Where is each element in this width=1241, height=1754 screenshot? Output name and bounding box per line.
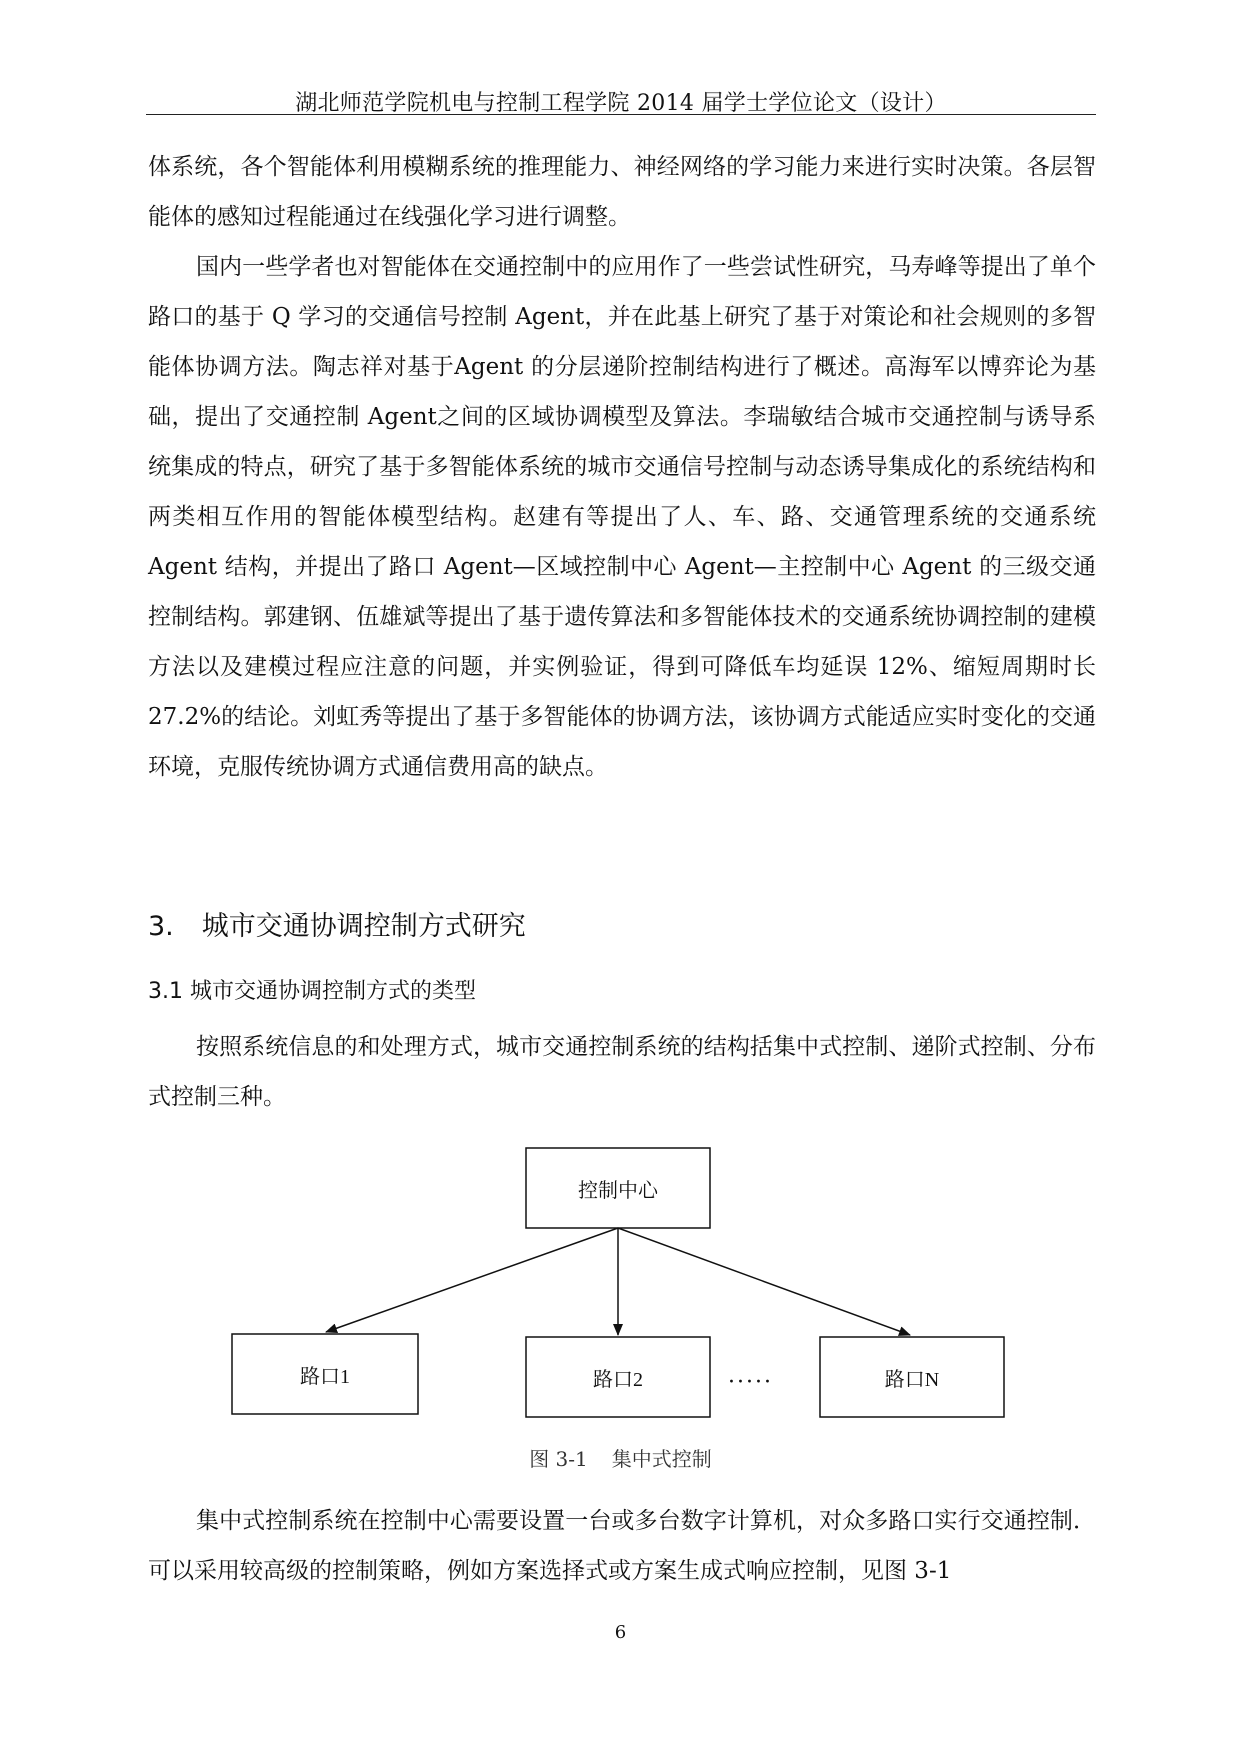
paragraph-continuation: 体系统，各个智能体利用模糊系统的推理能力、神经网络的学习能力来进行实时决策。各层智能体的感知过程能通过在线强化学习进行调整。 [148, 154, 1096, 230]
paragraph-domestic-research: 国内一些学者也对智能体在交通控制中的应用作了一些尝试性研究，马寿峰等提出了单个路口的基于 Q 学习的交通信号控制 Agent，并在此基上研究了基于对策论和社会规则的多智能体协调方法。陶志祥对基于Agent 的分层递阶控制结构进行了概述。高海军以博弈论为基础，提出了交通控制 Agent之间的区域协调模型及算法。李瑞敏结合城市交通控制与诱导系统集成的特点，研究了基于多智能体系统的城市交通信号控制与动态诱导集成化的系统结构和两类相互作用的智能体模型结构。赵建有等提出了人、车、路、交通管理系统的交通系统 Agent 结构，并提出了路口 Agent—区域控制中心 Agent—主控制中心 Agent 的三级交通控制结构。郭建钢、伍雄斌等提出了基于遗传算法和多智能体技术的交通系统协调控制的建模方法以及建模过程应注意的问题，并实例验证，得到可降低车均延误 12%、缩短周期时长 27.2%的结论。刘虹秀等提出了基于多智能体的协调方法，该协调方式能适应实时变化的交通环境，克服传统协调方式通信费用高的缺点。 [148, 254, 1096, 780]
section-heading [148, 904, 526, 943]
section-number: 3. [148, 911, 174, 942]
running-header: 湖北师范学院机电与控制工程学院 2014 届学士学位论文（设计） [295, 91, 947, 116]
paragraph-control-types: 按照系统信息的和处理方式，城市交通控制系统的结构括集中式控制、递阶式控制、分布式控制三种。 [148, 1034, 1096, 1110]
node-control-center-label: 控制中心 [578, 1180, 658, 1202]
diagram-ellipsis: ····· [728, 1370, 773, 1395]
node-intersection-n-label: 路口N [884, 1369, 940, 1391]
paragraph-centralized-control: 集中式控制系统在控制中心需要设置一台或多台数字计算机，对众多路口实行交通控制．可以采用较高级的控制策略，例如方案选择式或方案生成式响应控制，见图 3-1 [148, 1508, 1096, 1584]
subsection-heading: 3.1 城市交通协调控制方式的类型 [148, 979, 476, 1004]
edge-center-to-n [618, 1228, 910, 1335]
edge-center-to-1 [326, 1228, 618, 1332]
section-title: 城市交通协调控制方式研究 [201, 911, 526, 942]
figure-caption [0, 1443, 1241, 1472]
header-rule [146, 114, 1096, 115]
node-intersection-2-label: 路口2 [593, 1369, 643, 1391]
figure-caption-text: 集中式控制 [611, 1447, 712, 1471]
figure-caption-number: 图 3-1 [529, 1447, 588, 1471]
page-number: 6 [614, 1622, 627, 1643]
figure-centralized-control [0, 1140, 1241, 1420]
node-intersection-1-label: 路口1 [300, 1366, 350, 1388]
